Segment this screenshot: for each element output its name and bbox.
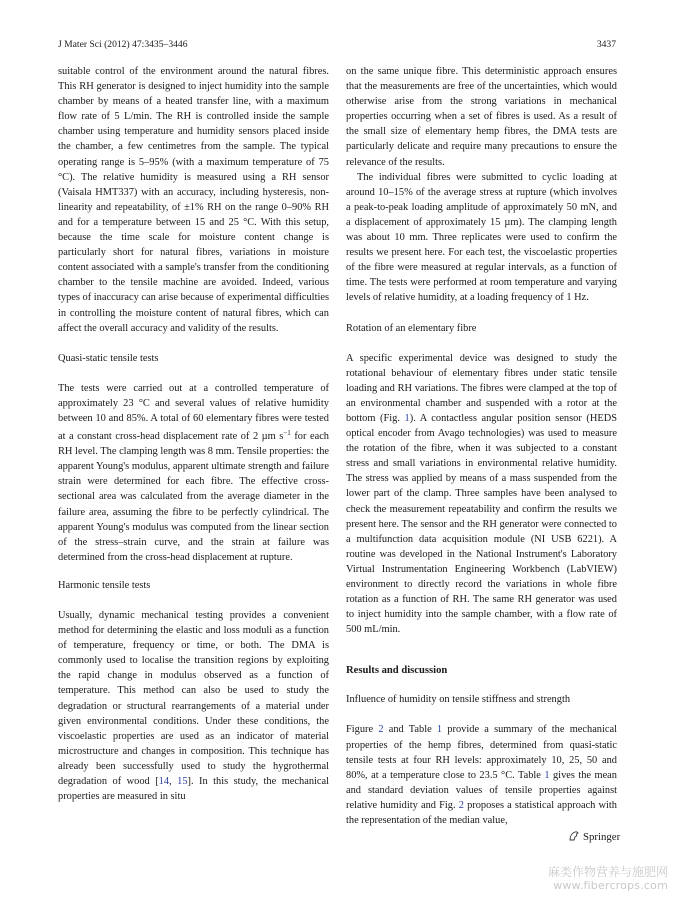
- journal-citation: J Mater Sci (2012) 47:3435–3446: [58, 39, 188, 50]
- paragraph: The individual fibres were submitted to cyclic loading at around 10–15% of the average stress at rupture (which involves a peak-to-peak loading amplitude of approximately 50 mN, and a displacement of approximately 15 µm). The clamping length was about 10 mm. Three replicates were used to confirm the results we present here. For each test, the viscoelastic properties of the fibre were measured at regular intervals, as a function of time. The tests were performed at room temperature and varying levels of relative humidity, at a loading frequency of 1 Hz.: [346, 171, 617, 304]
- right-column: [346, 64, 617, 828]
- results-heading: Results and discussion: [346, 665, 448, 677]
- watermark: [548, 866, 668, 892]
- figure-link[interactable]: 1: [404, 412, 410, 424]
- figure-link[interactable]: 2: [378, 724, 384, 736]
- citation-link[interactable]: 15: [177, 776, 188, 788]
- paragraph: Usually, dynamic mechanical testing provides a convenient method for determining the elastic and loss moduli as a function of temperature, frequency or time, or both. The DMA is commonly used to localise the transition regions by exploiting the rapid change in modulus observed as a function of temperature. This method can also be used to study the degradation or structural rearrangements of a material under given environmental conditions. Under these conditions, the viscoelastic properties are used as an indicator of material microstructure and changes in composition. This technique has already been successfully used to study the hygrothermal degradation of wood [14, 15]. In this study, the mechanical properties are measured in situ: [58, 610, 330, 803]
- watermark-url: www.fibercrops.com: [553, 879, 669, 892]
- paragraph: Figure 2 and Table 1 provide a summary of the mechanical properties of the hemp fibres, determined from quasi-static tensile tests at four RH levels: approximately 10, 25, 50 and 80%, at a temperature close to 23.5 °C. Table 1 gives the mean and standard deviation values of tensile properties against relative humidity and Fig. 2 proposes a statistical approach with the representation of the median value,: [346, 724, 618, 827]
- paragraph: suitable control of the environment around the natural fibres. This RH generator is designed to inject humidity into the sample chamber by means of a heated transfer line, with a maximum flow rate of 5 L/min. The RH is controlled inside the sample chamber using temperature and humidity sensors placed inside the chamber, a few centimetres from the sample. The typical operating range is 5–95% (with a maximum temperature of 75 °C). The relative humidity is measured using a RH sensor (Vaisala HMT337) with an accuracy, including hysteresis, non-linearity and repeatability, of ±1% RH on the range 0–90% RH and for a temperature between 15 and 25 °C. With this setup, because the time scale for moisture content change is particularly short for natural fibres, variations in moisture content associated with a sample's transfer from the conditioning chamber to the tensile machine are avoided. Indeed, various types of inaccuracy can arise because of experimental difficulties in controlling the moisture content of natural fibres, which can affect the overall accuracy and validity of the results.: [58, 66, 329, 334]
- figure-link[interactable]: 2: [458, 799, 464, 811]
- paragraph: on the same unique fibre. This deterministic approach ensures that the measurements are free of the uncertainties, which would otherwise arise from the strong variations in mechanical properties occurring when a set of fibres is used. As a result of the small size of elementary hemp fibres, the DMA tests are particularly delicate and require many precautions to ensure the relevance of the results.: [346, 66, 617, 168]
- running-header: [58, 38, 616, 52]
- watermark-text: 麻类作物营养与施肥网: [548, 865, 669, 879]
- section-heading-humidity: Influence of humidity on tensile stiffness and strength: [346, 694, 571, 706]
- paragraph: The tests were carried out at a controlled temperature of approximately 23 °C and several values of relative humidity between 10 and 85%. A total of 60 elementary fibres were tested at a constant cross-head displacement rate of 2 µm $s^{-1}$ for each RH level. The clamping length was 8 mm. Tensile properties: the apparent Young's modulus, apparent ultimate strength and failure strain were determined for each fibre. The effective cross-sectional area was calculated from the average diameter in the failure area, assuming the fibre to be perfectly cylindrical. The apparent Young's modulus was computed from the linear section of the stress–strain curve, and the strain at failure was determined from the cross-head displacement at rupture.: [58, 382, 329, 563]
- left-column: [58, 64, 329, 804]
- section-heading-harmonic: Harmonic tensile tests: [58, 579, 151, 591]
- section-heading-quasi-static: Quasi-static tensile tests: [58, 352, 159, 364]
- table-link[interactable]: 1: [436, 724, 443, 736]
- superscript: −1: [283, 429, 291, 438]
- citation-link[interactable]: 14: [158, 776, 170, 788]
- table-link[interactable]: 1: [544, 769, 550, 781]
- section-heading-rotation: Rotation of an elementary fibre: [346, 322, 477, 334]
- paragraph: A specific experimental device was designed to study the rotational behaviour of elementary fibres under static tensile loading and RH variations. The fibres were clamped at the top of an environmental chamber and suspended with a rotor at the bottom (Fig. 1). A contactless angular position sensor (HEDS optical encoder from Avago technologies) was used to measure the rotation of the fibre, when it was subjected to a constant stress and small variations in environmental relative humidity. The stress was applied by means of a mass suspended from the lower part of the clamp. Three samples have been analysed to check the measurement repeatability and confirm the results we present here. The sensor and the RH generator were connected to a multifunction data acquisition module (NI USB 6221). A routine was developed in the National Instrument's Laboratory Virtual Instrumentation Engineering Workbench (LabVIEW) environment to directly record the variations in whole fibre rotation as a function of RH. The same RH generator was used to inject humidity into the sample chamber, with a flow rate of 500 mL/min.: [346, 352, 618, 636]
- publisher-footer: [568, 830, 620, 843]
- publisher-name: Springer: [583, 831, 621, 843]
- springer-horse-icon: [568, 830, 580, 842]
- page-number: 3437: [596, 39, 616, 50]
